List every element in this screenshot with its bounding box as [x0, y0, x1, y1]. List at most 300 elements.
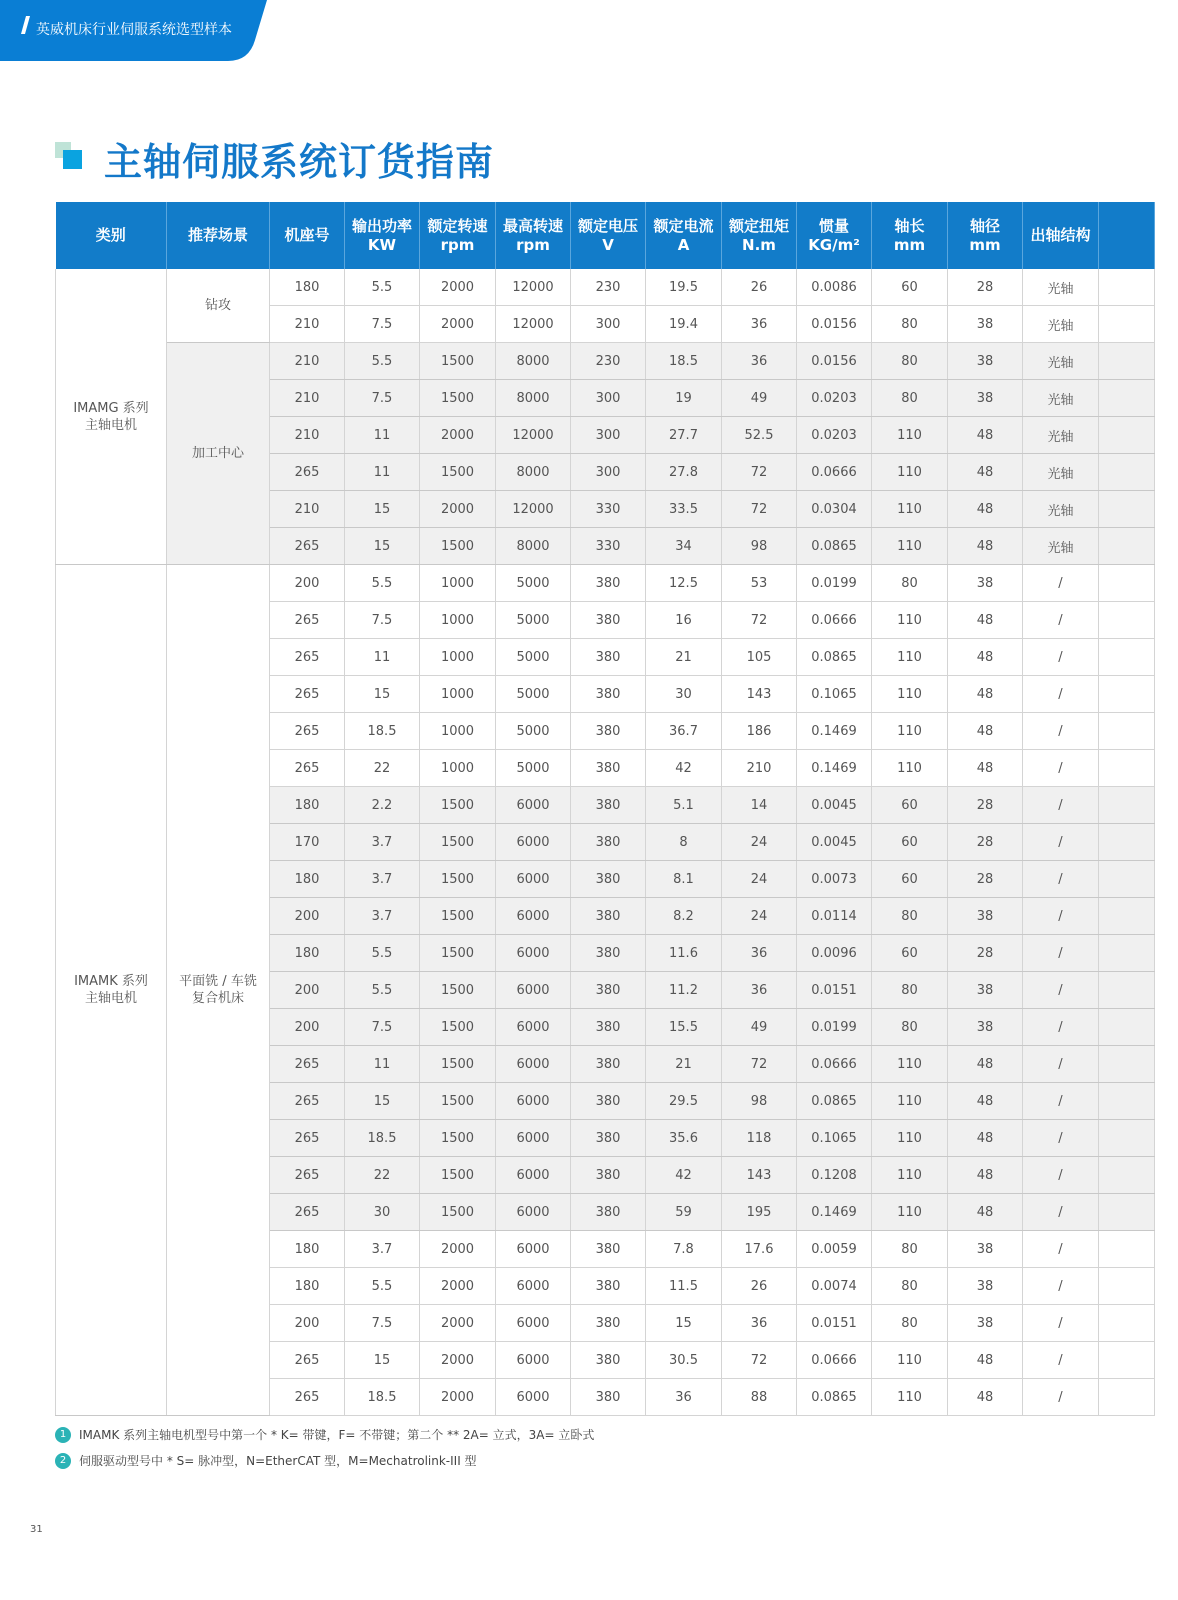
table-body [56, 269, 1155, 1416]
table-cell: 18.5 [345, 1120, 420, 1157]
table-cell: / [1023, 824, 1099, 861]
table-cell-spacer [1099, 787, 1155, 824]
table-cell: 105 [722, 639, 797, 676]
table-cell: 38 [948, 1268, 1023, 1305]
table-cell: 0.0203 [797, 380, 872, 417]
table-cell: / [1023, 861, 1099, 898]
table-cell: 48 [948, 639, 1023, 676]
table-cell: 80 [872, 380, 948, 417]
table-cell: 0.0865 [797, 639, 872, 676]
table-cell: 330 [571, 528, 646, 565]
table-cell: 28 [948, 269, 1023, 306]
table-cell: 186 [722, 713, 797, 750]
table-cell-spacer [1099, 491, 1155, 528]
table-cell: 光轴 [1023, 417, 1099, 454]
column-header [1023, 202, 1099, 269]
table-cell: 18.5 [345, 713, 420, 750]
table-cell: 5.5 [345, 935, 420, 972]
column-header-label: 出轴结构 [1030, 226, 1091, 244]
table-cell: 15 [345, 1342, 420, 1379]
table-cell: 180 [270, 1231, 345, 1268]
table-cell: / [1023, 602, 1099, 639]
table-cell: 1500 [420, 824, 496, 861]
column-header-unit: rpm [516, 235, 550, 254]
scene-cell [167, 343, 270, 565]
table-cell: 60 [872, 787, 948, 824]
table-cell: 36 [722, 972, 797, 1009]
column-header [646, 202, 722, 269]
table-cell: 14 [722, 787, 797, 824]
table-cell: / [1023, 1009, 1099, 1046]
column-header-unit: N.m [742, 235, 776, 254]
table-cell: 80 [872, 1268, 948, 1305]
column-header-label: 输出功率 [351, 216, 412, 235]
table-cell: 5.5 [345, 565, 420, 602]
table-cell: 265 [270, 1157, 345, 1194]
table-cell: 11.6 [646, 935, 722, 972]
table-cell: / [1023, 676, 1099, 713]
column-header [872, 202, 948, 269]
table-cell: 230 [571, 343, 646, 380]
table-cell: 110 [872, 676, 948, 713]
table-cell: 1500 [420, 861, 496, 898]
table-cell: 7.5 [345, 380, 420, 417]
table-cell: 36.7 [646, 713, 722, 750]
table-cell: 38 [948, 1305, 1023, 1342]
table-cell-spacer [1099, 454, 1155, 491]
note-text: IMAMK 系列主轴电机型号中第一个 * K= 带键，F= 不带键；第二个 ** 2A= 立式，3A= 立卧式 [79, 1428, 595, 1442]
table-cell: 80 [872, 1009, 948, 1046]
table-cell: 5.5 [345, 972, 420, 1009]
table-cell: 15 [345, 491, 420, 528]
table-cell: 8.2 [646, 898, 722, 935]
table-cell: 5.5 [345, 343, 420, 380]
table-cell-spacer [1099, 417, 1155, 454]
table-cell: 24 [722, 861, 797, 898]
table-cell: 72 [722, 602, 797, 639]
title-square-icon [55, 142, 85, 172]
table-cell: 265 [270, 454, 345, 491]
table-cell-spacer [1099, 861, 1155, 898]
table-cell-spacer [1099, 1083, 1155, 1120]
table-cell: 8000 [496, 528, 571, 565]
table-cell: 2000 [420, 306, 496, 343]
table-cell: 36 [722, 343, 797, 380]
table-cell: 200 [270, 1009, 345, 1046]
table-cell-spacer [1099, 972, 1155, 1009]
table-cell: / [1023, 750, 1099, 787]
note-number-badge: 1 [55, 1427, 71, 1443]
table-cell: 0.1065 [797, 676, 872, 713]
table-cell: 6000 [496, 1194, 571, 1231]
table-cell-spacer [1099, 380, 1155, 417]
table-cell: 38 [948, 1009, 1023, 1046]
column-header-unit: V [602, 235, 614, 254]
table-cell: 48 [948, 454, 1023, 491]
table-cell: 0.1469 [797, 713, 872, 750]
column-header-unit: mm [893, 235, 926, 254]
column-header [56, 202, 167, 269]
table-cell: 2000 [420, 1231, 496, 1268]
table-cell: 380 [571, 1231, 646, 1268]
table-cell: 0.0865 [797, 1083, 872, 1120]
table-cell: 0.1469 [797, 1194, 872, 1231]
table-cell: 0.0151 [797, 1305, 872, 1342]
table-cell: 6000 [496, 1268, 571, 1305]
table-cell: 12000 [496, 269, 571, 306]
table-cell: 380 [571, 1379, 646, 1416]
table-cell: 6000 [496, 1046, 571, 1083]
table-cell: 60 [872, 861, 948, 898]
header-text: 英威机床行业伺服系统选型样本 [36, 22, 232, 38]
table-cell-spacer [1099, 639, 1155, 676]
table-cell: 110 [872, 417, 948, 454]
column-header-label: 额定电压 [577, 216, 638, 235]
table-cell: 0.0304 [797, 491, 872, 528]
table-cell: 18.5 [646, 343, 722, 380]
table-cell: 6000 [496, 1379, 571, 1416]
table-cell-spacer [1099, 935, 1155, 972]
table-cell: 11 [345, 639, 420, 676]
table-cell: 5.1 [646, 787, 722, 824]
table-cell: 5000 [496, 676, 571, 713]
table-cell: 380 [571, 1120, 646, 1157]
table-cell: 0.0096 [797, 935, 872, 972]
table-cell: 48 [948, 1194, 1023, 1231]
table-cell: 1000 [420, 676, 496, 713]
table-cell: 1500 [420, 1120, 496, 1157]
column-header [420, 202, 496, 269]
table-cell: 0.0074 [797, 1268, 872, 1305]
table-cell: 1000 [420, 713, 496, 750]
table-cell: 21 [646, 1046, 722, 1083]
table-cell: 30.5 [646, 1342, 722, 1379]
table-cell: 330 [571, 491, 646, 528]
table-cell: 5000 [496, 713, 571, 750]
table-cell: 143 [722, 1157, 797, 1194]
table-cell: 265 [270, 1379, 345, 1416]
table-cell-spacer [1099, 1268, 1155, 1305]
table-cell: 5000 [496, 639, 571, 676]
table-cell: 380 [571, 1268, 646, 1305]
table-cell: 118 [722, 1120, 797, 1157]
table-cell: 200 [270, 898, 345, 935]
table-cell: 59 [646, 1194, 722, 1231]
table-cell: 27.8 [646, 454, 722, 491]
table-cell: 80 [872, 565, 948, 602]
table-cell: 19.4 [646, 306, 722, 343]
table-cell: 1500 [420, 1009, 496, 1046]
table-cell-spacer [1099, 1046, 1155, 1083]
table-cell: 6000 [496, 935, 571, 972]
category-label-line: 主轴电机 [84, 417, 137, 433]
table-cell: 21 [646, 639, 722, 676]
table-cell: 210 [722, 750, 797, 787]
table-cell: 110 [872, 639, 948, 676]
table-cell: 24 [722, 824, 797, 861]
table-cell: 1500 [420, 1194, 496, 1231]
column-header-label: 类别 [95, 226, 126, 244]
table-cell-spacer [1099, 713, 1155, 750]
table-cell: 1000 [420, 565, 496, 602]
table-cell: 48 [948, 750, 1023, 787]
note-text: 伺服驱动型号中 * S= 脉冲型，N=EtherCAT 型，M=Mechatrolink-III 型 [79, 1454, 477, 1468]
column-header-spacer [1099, 202, 1155, 269]
table-cell: 11 [345, 1046, 420, 1083]
table-cell: 0.0666 [797, 1342, 872, 1379]
table-cell: 110 [872, 454, 948, 491]
table-cell: 6000 [496, 1342, 571, 1379]
table-cell: / [1023, 565, 1099, 602]
table-cell: 0.0199 [797, 1009, 872, 1046]
table-cell: 0.0199 [797, 565, 872, 602]
table-cell: 2000 [420, 1379, 496, 1416]
table-header-row [56, 202, 1155, 269]
table-cell: / [1023, 1342, 1099, 1379]
table-cell: 3.7 [345, 861, 420, 898]
table-cell: 6000 [496, 1231, 571, 1268]
table-cell: 38 [948, 306, 1023, 343]
table-cell: 110 [872, 713, 948, 750]
table-cell: 180 [270, 787, 345, 824]
column-header-label: 机座号 [284, 226, 330, 244]
table-cell: 7.8 [646, 1231, 722, 1268]
table-cell: 0.0156 [797, 343, 872, 380]
table-cell: 24 [722, 898, 797, 935]
table-cell: 110 [872, 1083, 948, 1120]
table-cell: / [1023, 1268, 1099, 1305]
table-cell: 1000 [420, 602, 496, 639]
table-cell: 28 [948, 861, 1023, 898]
table-cell: 265 [270, 528, 345, 565]
column-header-label: 额定电流 [653, 216, 714, 235]
table-row [56, 565, 1155, 602]
column-header [797, 202, 872, 269]
table-cell: 210 [270, 417, 345, 454]
table-cell: 380 [571, 602, 646, 639]
table-cell: / [1023, 972, 1099, 1009]
table-cell: 0.0086 [797, 269, 872, 306]
column-header [496, 202, 571, 269]
table-cell: 19.5 [646, 269, 722, 306]
column-header-unit: A [677, 235, 690, 254]
table-cell: 6000 [496, 1083, 571, 1120]
table-cell: 200 [270, 1305, 345, 1342]
table-cell: 200 [270, 565, 345, 602]
table-cell: 38 [948, 972, 1023, 1009]
table-cell: 8000 [496, 380, 571, 417]
table-cell: 60 [872, 935, 948, 972]
note-2 [55, 1452, 594, 1478]
table-cell: 35.6 [646, 1120, 722, 1157]
table-cell: 60 [872, 824, 948, 861]
column-header [948, 202, 1023, 269]
table-cell: 34 [646, 528, 722, 565]
table-cell: 18.5 [345, 1379, 420, 1416]
table-cell: 36 [722, 306, 797, 343]
table-cell: 19 [646, 380, 722, 417]
table-cell: 7.5 [345, 1305, 420, 1342]
table-cell: / [1023, 787, 1099, 824]
notes [55, 1426, 594, 1478]
table-cell: 300 [571, 380, 646, 417]
table-cell: 380 [571, 676, 646, 713]
table-cell: / [1023, 1379, 1099, 1416]
table-cell: 1500 [420, 935, 496, 972]
table-cell: / [1023, 1083, 1099, 1120]
table-cell: 380 [571, 713, 646, 750]
category-cell [56, 565, 167, 1416]
table-cell: 15 [345, 676, 420, 713]
table-cell: 110 [872, 602, 948, 639]
table-cell: 8 [646, 824, 722, 861]
table-cell: 28 [948, 935, 1023, 972]
table-cell: 22 [345, 1157, 420, 1194]
column-header-label: 轴径 [969, 216, 1000, 235]
table-cell: 2000 [420, 1342, 496, 1379]
table-cell: / [1023, 1046, 1099, 1083]
table-cell: 0.0073 [797, 861, 872, 898]
scene-cell [167, 269, 270, 343]
table-cell: 80 [872, 306, 948, 343]
table-cell: 12000 [496, 417, 571, 454]
scene-cell [167, 565, 270, 1416]
table-cell: 6000 [496, 1305, 571, 1342]
table-cell: 12.5 [646, 565, 722, 602]
table-cell: 180 [270, 1268, 345, 1305]
column-header-label: 额定转速 [427, 216, 488, 235]
table-cell: 110 [872, 1194, 948, 1231]
table-cell: 53 [722, 565, 797, 602]
category-label-line: IMAMK 系列 [74, 974, 148, 989]
table-cell: 110 [872, 491, 948, 528]
table-cell: 3.7 [345, 1231, 420, 1268]
table-cell: 48 [948, 1342, 1023, 1379]
table-cell: 265 [270, 1120, 345, 1157]
table-cell: 1000 [420, 750, 496, 787]
table-cell: 380 [571, 898, 646, 935]
header-banner [0, 0, 267, 61]
table-cell: 15.5 [646, 1009, 722, 1046]
table-cell-spacer [1099, 1120, 1155, 1157]
table-cell: 0.0865 [797, 1379, 872, 1416]
table-cell-spacer [1099, 565, 1155, 602]
table-cell: 36 [722, 1305, 797, 1342]
table-cell: 27.7 [646, 417, 722, 454]
column-header-label: 额定扭矩 [728, 216, 789, 235]
table-cell: 6000 [496, 824, 571, 861]
scene-label-line: 钻攻 [204, 298, 231, 313]
table-cell: 380 [571, 861, 646, 898]
table-cell: 48 [948, 528, 1023, 565]
table-cell: 265 [270, 750, 345, 787]
column-header-label: 推荐场景 [187, 226, 248, 244]
column-header-label: 轴长 [894, 216, 925, 235]
table-cell: 3.7 [345, 898, 420, 935]
table-cell: 8000 [496, 454, 571, 491]
table-cell: 0.0666 [797, 454, 872, 491]
column-header-label: 最高转速 [502, 216, 563, 235]
table-cell-spacer [1099, 824, 1155, 861]
column-header-label: 惯量 [818, 216, 849, 235]
table-cell: 48 [948, 713, 1023, 750]
table-cell: 6000 [496, 861, 571, 898]
table-cell: 38 [948, 898, 1023, 935]
table-cell: 49 [722, 1009, 797, 1046]
table-cell: 光轴 [1023, 454, 1099, 491]
table-cell: 33.5 [646, 491, 722, 528]
table-cell: 11 [345, 417, 420, 454]
table-cell: 42 [646, 1157, 722, 1194]
scene-label-line: 复合机床 [191, 991, 244, 1006]
table-cell: 8.1 [646, 861, 722, 898]
table-cell-spacer [1099, 1305, 1155, 1342]
table-cell: 30 [646, 676, 722, 713]
table-cell: 0.0203 [797, 417, 872, 454]
table-cell: / [1023, 1157, 1099, 1194]
scene-label-line: 加工中心 [191, 446, 244, 461]
table-cell: 110 [872, 1120, 948, 1157]
table-cell: 380 [571, 935, 646, 972]
table-cell: 110 [872, 1046, 948, 1083]
table-cell: / [1023, 1194, 1099, 1231]
table-cell: 光轴 [1023, 491, 1099, 528]
table-cell: 2000 [420, 417, 496, 454]
table-cell: 0.0156 [797, 306, 872, 343]
table-cell: 380 [571, 565, 646, 602]
table-cell: 300 [571, 454, 646, 491]
table-cell: 7.5 [345, 306, 420, 343]
table-cell: 265 [270, 1342, 345, 1379]
spec-table [55, 202, 1155, 1416]
table-row [56, 269, 1155, 306]
scene-label-line: 平面铣 / 车铣 [179, 974, 257, 989]
page-title: 主轴伺服系统订货指南 [104, 140, 495, 184]
column-header [270, 202, 345, 269]
table-cell: 5000 [496, 602, 571, 639]
table-cell: 265 [270, 1046, 345, 1083]
table-cell: / [1023, 1231, 1099, 1268]
table-cell: 11 [345, 454, 420, 491]
table-cell: 88 [722, 1379, 797, 1416]
table-cell: 380 [571, 1194, 646, 1231]
table-cell: 195 [722, 1194, 797, 1231]
table-cell: 380 [571, 1305, 646, 1342]
table-cell: 42 [646, 750, 722, 787]
table-cell: 1500 [420, 1083, 496, 1120]
table-cell: 80 [872, 343, 948, 380]
table-cell: 6000 [496, 972, 571, 1009]
table-cell: 2000 [420, 491, 496, 528]
category-label-line: 主轴电机 [84, 991, 137, 1006]
table-cell: 180 [270, 269, 345, 306]
table-cell: 48 [948, 602, 1023, 639]
table-cell: 48 [948, 1120, 1023, 1157]
column-header-unit: KW [367, 235, 397, 254]
table-cell: 光轴 [1023, 269, 1099, 306]
table-cell: / [1023, 639, 1099, 676]
table-cell: 16 [646, 602, 722, 639]
table-cell: 110 [872, 528, 948, 565]
table-cell: 180 [270, 861, 345, 898]
table-cell: 380 [571, 639, 646, 676]
table-cell: 0.1208 [797, 1157, 872, 1194]
table-cell: 380 [571, 1157, 646, 1194]
table-cell: 80 [872, 1305, 948, 1342]
table-cell: 300 [571, 306, 646, 343]
table-cell: 52.5 [722, 417, 797, 454]
table-cell: 1500 [420, 1046, 496, 1083]
